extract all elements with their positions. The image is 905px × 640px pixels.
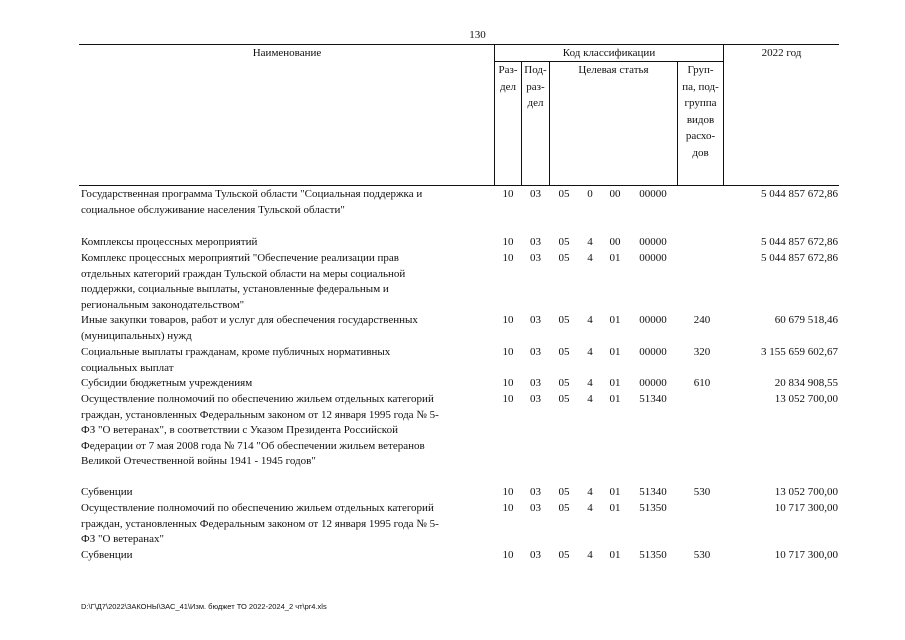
cell-razdel: 10 xyxy=(502,346,514,358)
cell-t2: 4 xyxy=(587,393,593,405)
cell-t4: 51350 xyxy=(639,549,667,561)
row-name: Социальные выплаты гражданам, кроме публичных нормативных социальных выплат xyxy=(81,346,391,374)
cell-group: 320 xyxy=(693,346,711,358)
cell-podrazdel: 03 xyxy=(530,346,541,358)
cell-razdel: 10 xyxy=(502,486,514,498)
cell-t1: 05 xyxy=(558,236,570,248)
cell-amount: 13 052 700,00 xyxy=(774,393,838,405)
cell-t2: 4 xyxy=(587,236,593,248)
cell-t2: 4 xyxy=(587,502,593,514)
cell-t1: 05 xyxy=(558,502,570,514)
cell-amount: 60 679 518,46 xyxy=(774,314,838,326)
cell-t1: 05 xyxy=(558,252,570,264)
cell-t4: 00000 xyxy=(639,188,667,200)
cell-t3: 01 xyxy=(609,252,621,264)
cell-t2: 4 xyxy=(587,346,593,358)
cell-t2: 4 xyxy=(587,486,593,498)
file-path: D:\Г\Д7\2022\ЗАКОНЫ\ЗАС_41\Изм. бюджет ТО 2022-2024_2 чт\pr4.xls xyxy=(81,602,327,611)
row-name: Иные закупки товаров, работ и услуг для обеспечения государственных (муниципальных) нужд xyxy=(81,314,418,342)
cell-t2: 0 xyxy=(587,188,593,200)
row-name: Осуществление полномочий по обеспечению жильем отдельных категорий граждан, установленных Федеральным законом от 12 января 1995 года № 5- ФЗ "О ветеранах", в соответствии с Указом Президента Российской Федерации от 7 мая 2008 года № 714 "Об обеспечении жильем ветеранов Великой Отечественной войны 1941 - 1945 годов" xyxy=(81,393,439,467)
cell-t4: 51350 xyxy=(639,502,667,514)
cell-amount: 20 834 908,55 xyxy=(774,377,838,389)
header-year: 2022 год xyxy=(761,47,802,59)
cell-t3: 01 xyxy=(609,346,621,358)
cell-podrazdel: 03 xyxy=(530,377,541,389)
cell-t2: 4 xyxy=(587,377,593,389)
cell-amount: 3 155 659 602,67 xyxy=(761,346,838,358)
cell-podrazdel: 03 xyxy=(530,502,541,514)
cell-t3: 01 xyxy=(609,486,621,498)
cell-t1: 05 xyxy=(558,346,570,358)
cell-amount: 13 052 700,00 xyxy=(774,486,838,498)
cell-t4: 00000 xyxy=(639,252,667,264)
cell-podrazdel: 03 xyxy=(530,236,541,248)
cell-t1: 05 xyxy=(558,377,570,389)
cell-t3: 00 xyxy=(609,188,621,200)
cell-razdel: 10 xyxy=(502,393,514,405)
row-name: Осуществление полномочий по обеспечению жильем отдельных категорий граждан, установленных Федеральным законом от 12 января 1995 года № 5- ФЗ "О ветеранах" xyxy=(81,502,439,545)
cell-razdel: 10 xyxy=(502,252,514,264)
cell-t2: 4 xyxy=(587,549,593,561)
cell-t3: 01 xyxy=(609,377,621,389)
cell-t1: 05 xyxy=(558,486,570,498)
cell-group: 610 xyxy=(693,377,711,389)
cell-group: 530 xyxy=(693,486,711,498)
cell-t4: 00000 xyxy=(639,314,667,326)
cell-t3: 01 xyxy=(609,549,621,561)
cell-amount: 10 717 300,00 xyxy=(774,549,838,561)
cell-razdel: 10 xyxy=(502,377,514,389)
header-razdel: Раз- дел xyxy=(498,64,518,93)
cell-t1: 05 xyxy=(558,188,570,200)
header-name: Наименование xyxy=(252,47,322,59)
cell-t1: 05 xyxy=(558,549,570,561)
cell-razdel: 10 xyxy=(502,236,514,248)
cell-podrazdel: 03 xyxy=(530,393,541,405)
cell-t3: 01 xyxy=(609,393,621,405)
cell-t4: 51340 xyxy=(639,486,667,498)
cell-t3: 01 xyxy=(609,314,621,326)
cell-podrazdel: 03 xyxy=(530,486,541,498)
cell-razdel: 10 xyxy=(502,502,514,514)
cell-t3: 00 xyxy=(609,236,621,248)
header-code-group: Код классификации xyxy=(562,47,656,59)
cell-podrazdel: 03 xyxy=(530,314,541,326)
cell-group: 240 xyxy=(693,314,711,326)
row-name: Субвенции xyxy=(81,549,133,561)
cell-amount: 5 044 857 672,86 xyxy=(761,236,838,248)
cell-amount: 10 717 300,00 xyxy=(774,502,838,514)
page-number: 130 xyxy=(469,29,486,41)
cell-razdel: 10 xyxy=(502,549,514,561)
cell-podrazdel: 03 xyxy=(530,188,541,200)
cell-t1: 05 xyxy=(558,314,570,326)
row-name: Субсидии бюджетным учреждениям xyxy=(81,377,253,389)
row-name: Государственная программа Тульской области "Социальная поддержка и социальное обслуживание населения Тульской области" xyxy=(81,188,423,216)
cell-group: 530 xyxy=(693,549,711,561)
cell-podrazdel: 03 xyxy=(530,252,541,264)
cell-t2: 4 xyxy=(587,252,593,264)
cell-razdel: 10 xyxy=(502,314,514,326)
cell-t4: 00000 xyxy=(639,236,667,248)
cell-podrazdel: 03 xyxy=(530,549,541,561)
cell-amount: 5 044 857 672,86 xyxy=(761,252,838,264)
row-name: Комплексы процессных мероприятий xyxy=(81,236,258,248)
row-name: Субвенции xyxy=(81,486,133,498)
cell-t4: 51340 xyxy=(639,393,667,405)
header-podrazdel: Под- раз- дел xyxy=(524,64,547,109)
header-target: Целевая статья xyxy=(578,64,649,76)
cell-t3: 01 xyxy=(609,502,621,514)
cell-t2: 4 xyxy=(587,314,593,326)
cell-t4: 00000 xyxy=(639,346,667,358)
row-name: Комплекс процессных мероприятий "Обеспечение реализации прав отдельных категорий граждан Тульской области на меры социальной поддержки, социальные выплаты, установленные федеральным и региональным законодательством" xyxy=(81,252,406,311)
cell-t1: 05 xyxy=(558,393,570,405)
header-group: Груп- па, под- группа видов расхо- дов xyxy=(682,64,719,159)
cell-amount: 5 044 857 672,86 xyxy=(761,188,838,200)
cell-razdel: 10 xyxy=(502,188,514,200)
cell-t4: 00000 xyxy=(639,377,667,389)
